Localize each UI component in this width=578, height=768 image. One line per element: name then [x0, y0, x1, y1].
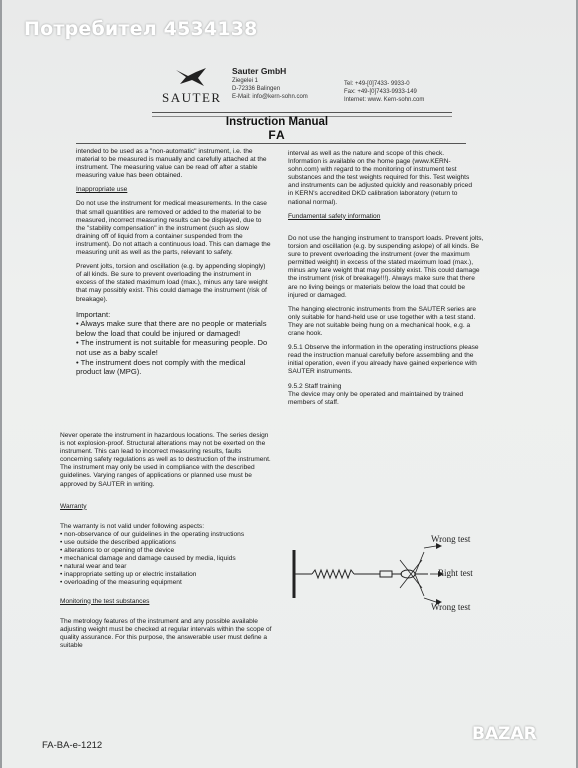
left-column-lower — [60, 432, 274, 656]
list-item: • non-observance of our guidelines in the operating instructions — [60, 531, 274, 539]
list-item: • mechanical damage and damage caused by media, liquids — [60, 555, 274, 563]
inappropriate-heading: Inappropriate use — [76, 186, 128, 194]
safety-heading: Fundamental safety information — [288, 212, 381, 220]
company-address — [232, 66, 308, 101]
contact-line: Internet: www. Kern-sohn.com — [344, 97, 425, 103]
right-column-lower — [288, 235, 484, 413]
document-title — [172, 116, 382, 142]
hazard-paragraph: Never operate the instrument in hazardous locations. The series design is not explosion-proof. Structural alterations may not be exerted on the instrument. This can lead to incorrect measuring results, faults concerning safety regulations as well as to destruction of the instrument. The instrument may only be used in compliance with the described guidelines. Varying ranges of applications or planned use must be approved by SAUTER in writing. — [60, 432, 271, 488]
wrong-test-label: Wrong test — [431, 602, 471, 612]
intro-paragraph: intended to be used as a "non-automatic" instrument, i.e. the material to be measured is manually and carefully attached at the instrument. The measuring value can be read off after a stable measuring value has been obtained. — [76, 148, 267, 180]
contact-line: Fax: +49-[0]7433-9933-149 — [344, 89, 417, 95]
intro-paragraph: interval as well as the nature and scope of this check. Information is available on the home page (www.KERN-sohn.com) with regard to the monitoring of instrument test substances and the test weights required for this. Test weights and instruments can be adjusted quickly and reasonably priced in KERN's accredited DKD calibration laboratory (return to national normal). — [288, 150, 473, 206]
list-item: • natural wear and tear — [60, 563, 274, 571]
manual-page — [2, 0, 576, 768]
title-line-2: FA — [268, 128, 286, 142]
left-column — [76, 148, 272, 383]
list-item: • overloading of the measuring equipment — [60, 579, 274, 587]
user-watermark: Потребител 4534138 — [24, 18, 258, 40]
right-test-label: Right test — [438, 568, 473, 578]
wrong-test-label: Wrong test — [431, 534, 471, 544]
sauter-logo — [162, 66, 222, 106]
monitoring-paragraph: The metrology features of the instrument and any possible available adjusting weight must be checked at regular intervals within the scope of quality assurance. For this purpose, the answerable user must define a suitable — [60, 617, 272, 649]
safety-paragraph: The hanging electronic instruments from the SAUTER series are only suitable for hand-held use or use together with a test stand. They are not suitable being hung on a mechanical hook, e.g. a crane hook. — [288, 305, 477, 338]
company-name: Sauter GmbH — [232, 66, 287, 76]
list-item: • The instrument does not comply with the medical product law (MPG). — [76, 358, 272, 377]
important-label: Important: — [76, 309, 111, 319]
marketplace-badge: BAZAR — [472, 724, 537, 744]
monitoring-heading: Monitoring the test substances — [60, 597, 150, 605]
section-9-5-2-heading: 9.5.2 Staff training — [288, 382, 342, 390]
inappropriate-paragraph: Do not use the instrument for medical measurements. In the case that small quantities are removed or added to the material to be measured, incorrect measuring results can be displayed, due to the "stability compensation" in the instrument (such as slow draining off of liquid from a container suspended from the instrument). Do not attach a continuous load. This can damage the measuring unit as well as the parts, relevant to safety. — [76, 200, 271, 257]
address-line: D-72336 Balingen — [232, 86, 281, 92]
warranty-heading: Warranty — [60, 502, 87, 510]
list-item: • The instrument is not suitable for measuring people. Do not use as a baby scale! — [76, 338, 272, 357]
title-line-1: Instruction Manual — [225, 116, 329, 128]
contact-line: Tel: +49-[0]7433- 9933-0 — [344, 81, 410, 87]
header-rule — [152, 112, 452, 113]
list-item: • inappropriate setting up or electric installation — [60, 571, 274, 579]
list-item: • alterations to or opening of the device — [60, 547, 274, 555]
logo-text: SAUTER — [162, 90, 222, 105]
address-line: Ziegelei 1 — [232, 78, 259, 84]
list-item: • use outside the described applications — [60, 539, 274, 547]
company-contact — [344, 80, 424, 104]
warranty-intro: The warranty is not valid under following aspects: — [60, 522, 205, 530]
section-9-5-1: 9.5.1 Observe the information in the operating instructions please read the instruction manual carefully before assembling and the initial operation, even if you already have gained experience with SAUTER instruments. — [288, 344, 479, 376]
important-block — [76, 310, 272, 377]
inappropriate-paragraph: Prevent jolts, torsion and oscillation (e.g. by appending slopingly) of all kinds. Be sure to prevent overloading the instrument in excess of the stated maximum load (max.), minus any tare weight that may possibly exist. This could damage the instrument (risk of breakage). — [76, 263, 268, 303]
bird-logo-icon — [174, 66, 208, 88]
title-rule — [76, 143, 466, 144]
important-list — [76, 319, 272, 377]
document-code: FA-BA-e-1212 — [42, 740, 103, 751]
test-position-diagram — [290, 534, 490, 612]
warranty-list — [60, 531, 274, 588]
address-line: E-Mail: info@kern-sohn.com — [232, 94, 308, 100]
list-item: • Always make sure that there are no people or materials below the load that could be injured or damaged! — [76, 319, 272, 338]
right-column — [288, 150, 478, 227]
section-9-5-2-paragraph: The device may only be operated and maintained by trained members of staff. — [288, 390, 464, 406]
safety-paragraph: Do not use the hanging instrument to transport loads. Prevent jolts, torsion and oscillation (e.g. by suspending aslope) of all kinds. Be sure to prevent overloading the instrument (over the maximum permitted weight) in excess of the stated maximum load (max.), minus any tare weight that may possibly exist. This could damage the instrument (risk of breakage!!!). Always make sure that there are no living beings or materials below the load that could be injured or damaged. — [288, 235, 484, 299]
